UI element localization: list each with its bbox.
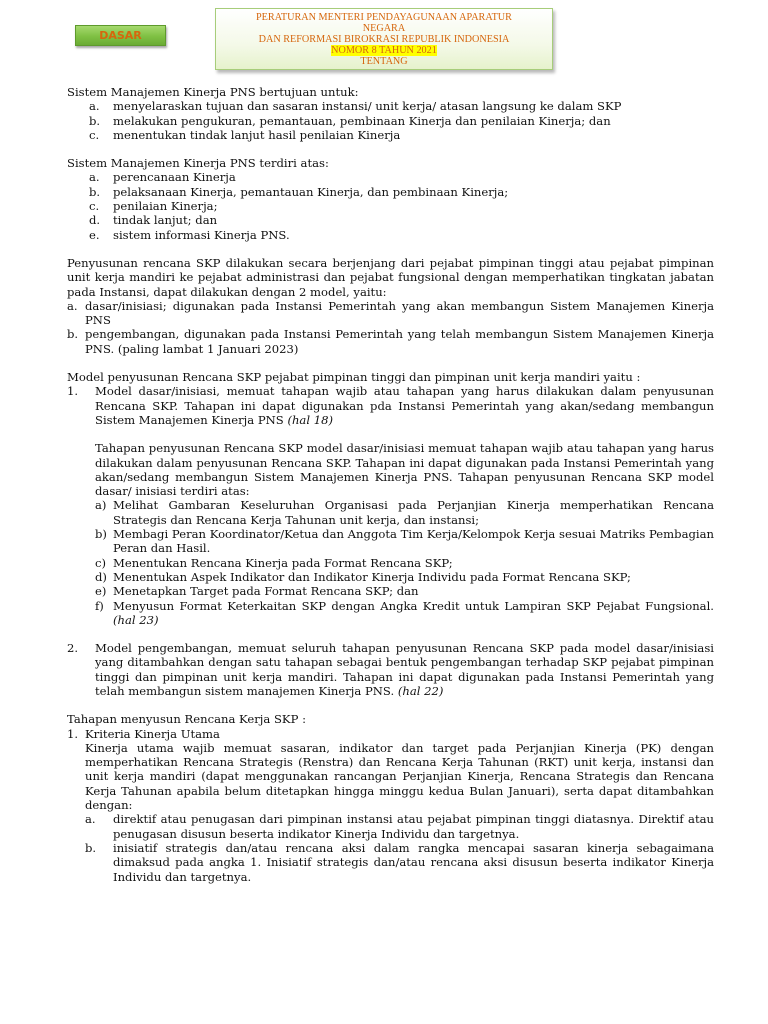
section-4-intro: Model penyusunan Rencana SKP pejabat pimpinan tinggi dan pimpinan unit kerja mandiri yaitu :	[67, 370, 641, 385]
document-body	[67, 85, 714, 884]
item-label: 1.	[67, 384, 79, 399]
item-label: a.	[85, 812, 96, 827]
regulation-number-highlight: NOMOR 8 TAHUN 2021	[331, 45, 437, 56]
item-text: dasar/inisiasi; digunakan pada Instansi Pemerintah yang akan membangun Sistem Manajemen Kinerja PNS	[85, 298, 714, 328]
model-1-content	[95, 384, 714, 627]
criteria-content	[85, 727, 714, 884]
model-1-text	[95, 384, 714, 427]
item-label: b.	[67, 327, 79, 342]
item-text: Menetapkan Target pada Format Rencana SKP; dan	[113, 584, 419, 599]
criteria-paragraph: Kinerja utama wajib memuat sasaran, indikator dan target pada Perjanjian Kinerja (PK) dengan memperhatikan Rencana Strategis (Renstra) dan Rencana Kerja Tahunan (RKT) unit kerja, instansi dan unit kerja mandiri (dapat menggunakan rancangan Perjanjian Kinerja, Rencana Strategis dan Rencana Kerja Tahunan apabila belum ditetapkan hingga minggu kedua Bulan Januari), serta dapat ditambahkan dengan:	[85, 740, 714, 813]
model-2-item	[67, 641, 714, 698]
list-item	[67, 228, 714, 242]
item-text: melakukan pengukuran, pemantauan, pembinaan Kinerja dan penilaian Kinerja; dan	[113, 113, 611, 128]
model-2-description: Model pengembangan, memuat seluruh tahapan penyusunan Rencana SKP pada model dasar/inisiasi yang ditambahkan dengan satu tahapan sebagai bentuk pengembangan terhadap SKP pejabat pimpinan tinggi dan pimpinan unit kerja mandiri. Tahapan ini dapat digunakan pada Instansi Pemerintah yang telah membangun sistem manajemen Kinerja PNS.	[95, 641, 714, 698]
header-line-3: DAN REFORMASI BIROKRASI REPUBLIK INDONESIA	[258, 34, 510, 45]
step-description: Menyusun Format Keterkaitan SKP dengan Angka Kredit untuk Lampiran SKP Pejabat Fungsional.	[113, 598, 714, 613]
item-text: menyelaraskan tujuan dan sasaran instansi/ unit kerja/ atasan langsung ke dalam SKP	[113, 99, 622, 114]
item-label: a.	[89, 99, 100, 114]
model-1-description: Model dasar/inisiasi, memuat tahapan wajib atau tahapan yang harus dilakukan dalam penyusunan Rencana SKP. Tahapan ini dapat digunakan pda Instansi Pemerintah yang akan/sedang membangun Sistem Manajemen Kinerja PNS	[95, 384, 714, 427]
section-3-list	[67, 299, 714, 356]
item-text	[113, 599, 714, 628]
step-item	[95, 599, 714, 628]
section-1-intro: Sistem Manajemen Kinerja PNS bertujuan untuk:	[67, 85, 359, 99]
sub-item	[85, 812, 714, 841]
page-reference: (hal 23)	[113, 612, 159, 627]
step-item	[95, 584, 714, 598]
section-2-list	[67, 170, 714, 241]
item-text: direktif atau penugasan dari pimpinan instansi atau pejabat pimpinan tinggi diatasnya. Direktif atau penugasan disusun beserta indikator Kinerja Individu dan targetnya.	[113, 812, 714, 841]
item-text: menentukan tindak lanjut hasil penilaian Kinerja	[113, 127, 401, 142]
page-reference: (hal 18)	[287, 412, 334, 427]
criteria-title: Kriteria Kinerja Utama	[85, 726, 220, 741]
item-label: b.	[85, 840, 97, 855]
item-text: Membagi Peran Koordinator/Ketua dan Anggota Tim Kerja/Kelompok Kerja sesuai Matriks Pembagian Peran dan Hasil.	[113, 527, 714, 556]
header-line-1: PERATURAN MENTERI PENDAYAGUNAAN APARATUR	[256, 12, 512, 23]
item-text: pengembangan, digunakan pada Instansi Pemerintah yang telah membangun Sistem Manajemen Kinerja PNS. (paling lambat 1 Januari 2023)	[85, 327, 714, 356]
regulation-title-box	[215, 8, 553, 70]
list-item	[67, 99, 714, 113]
step-item	[95, 570, 714, 584]
model-1-paragraph: Tahapan penyusunan Rencana SKP model dasar/inisiasi memuat tahapan wajib atau tahapan yang harus dilakukan dalam penyusunan Rencana SKP. Tahapan ini dapat digunakan pada Instansi Pemerintah yang akan/sedang membangun Sistem Manajemen Kinerja PNS. Tahapan penyusunan Rencana SKP model dasar/ inisiasi terdiri atas:	[95, 441, 714, 499]
item-text: inisiatif strategis dan/atau rencana aksi dalam rangka mencapai sasaran kinerja sebagaimana dimaksud pada angka 1. Inisiatif strategis dan/atau rencana aksi disusun beserta indikator Kinerja Individu dan targetnya.	[113, 840, 714, 884]
list-item	[67, 185, 714, 199]
dasar-badge: DASAR	[75, 25, 166, 46]
item-label: f)	[95, 598, 104, 613]
header-line-5: TENTANG	[360, 56, 408, 67]
item-text: perencanaan Kinerja	[113, 170, 236, 185]
page-reference: (hal 22)	[397, 683, 444, 698]
item-label: 2.	[67, 641, 79, 656]
list-item	[67, 128, 714, 142]
list-item	[67, 213, 714, 227]
list-item	[67, 199, 714, 213]
sub-item	[85, 841, 714, 884]
item-label: a.	[67, 298, 78, 313]
header-line-4	[216, 45, 552, 56]
item-text: Menentukan Rencana Kinerja pada Format Rencana SKP;	[113, 555, 453, 570]
item-label: c.	[89, 199, 100, 214]
item-label: b.	[89, 113, 101, 128]
item-text: sistem informasi Kinerja PNS.	[113, 227, 290, 242]
model-1-item	[67, 384, 714, 627]
list-item	[67, 299, 714, 328]
step-item	[95, 556, 714, 570]
item-label: a.	[89, 170, 100, 185]
list-item	[67, 114, 714, 128]
criteria-item	[67, 727, 714, 884]
item-label: d)	[95, 569, 107, 584]
item-label: b)	[95, 527, 107, 542]
item-label: e.	[89, 227, 100, 242]
item-label: a)	[95, 498, 107, 513]
model-2-text	[95, 641, 714, 698]
section-5-intro: Tahapan menyusun Rencana Kerja SKP :	[67, 712, 306, 727]
item-text: Melihat Gambaran Keseluruhan Organisasi pada Perjanjian Kinerja memperhatikan Rencana Strategis dan Rencana Kerja Tahunan unit kerja, dan instansi;	[113, 498, 714, 527]
item-label: c.	[89, 127, 100, 142]
section-1-list	[67, 99, 714, 142]
item-text: penilaian Kinerja;	[113, 199, 218, 214]
item-label: 1.	[67, 726, 79, 741]
header-line-2: NEGARA	[362, 23, 406, 34]
item-label: b.	[89, 184, 101, 199]
item-label: d.	[89, 213, 101, 228]
list-item	[67, 170, 714, 184]
item-label: e)	[95, 584, 107, 599]
section-2-intro: Sistem Manajemen Kinerja PNS terdiri atas:	[67, 156, 329, 171]
list-item	[67, 327, 714, 356]
item-label: c)	[95, 555, 107, 570]
step-item	[95, 527, 714, 556]
item-text: tindak lanjut; dan	[113, 213, 218, 228]
item-text: Menentukan Aspek Indikator dan Indikator Kinerja Individu pada Format Rencana SKP;	[113, 569, 631, 584]
item-text: pelaksanaan Kinerja, pemantauan Kinerja, dan pembinaan Kinerja;	[113, 184, 509, 199]
section-3-intro: Penyusunan rencana SKP dilakukan secara berjenjang dari pejabat pimpinan tinggi atau pejabat pimpinan unit kerja mandiri ke pejabat administrasi dan pejabat fungsional dengan memperhatikan tingkatan jabatan pada Instansi, dapat dilakukan dengan 2 model, yaitu:	[67, 255, 714, 299]
step-item	[95, 498, 714, 527]
